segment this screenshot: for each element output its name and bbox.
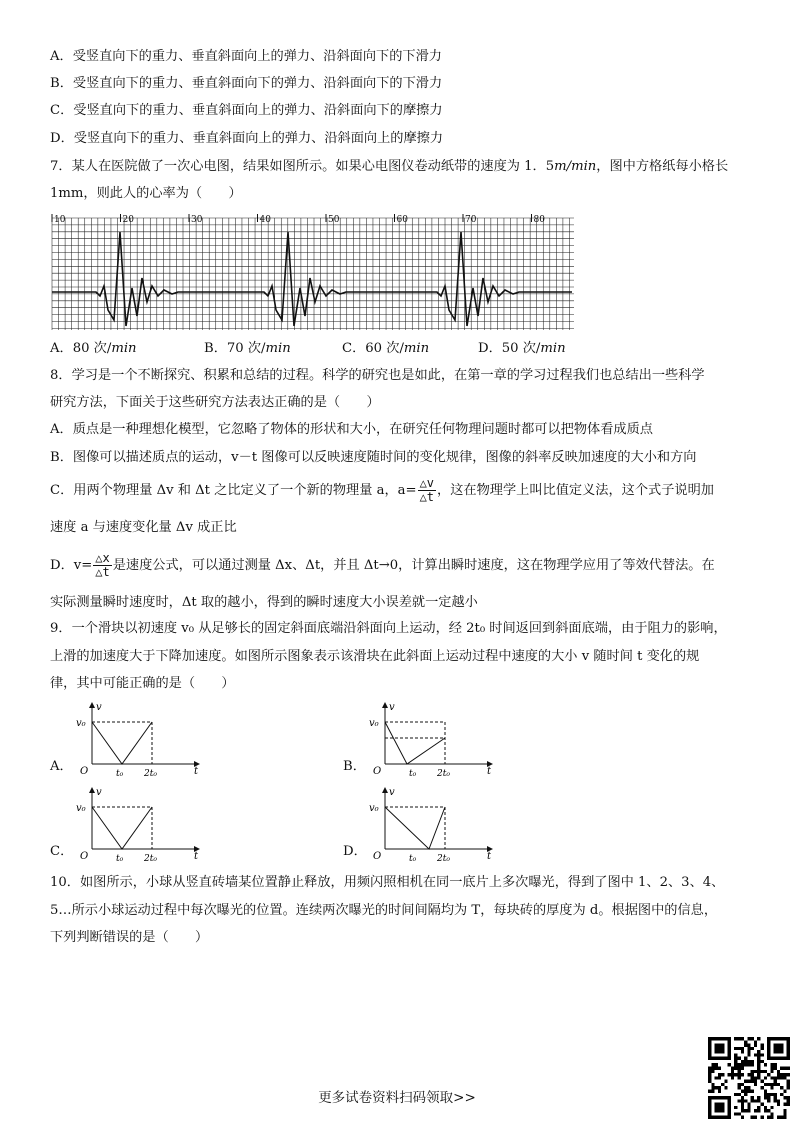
- q8-stem-line1: 8．学习是一个不断探究、积累和总结的过程。科学的研究也是如此，在第一章的学习过程我们也总结出一些科学: [50, 368, 705, 383]
- ecg-scale-label: 10: [54, 215, 66, 225]
- q8-stem-line2: 研究方法，下面关于这些研究方法表达正确的是（ ）: [50, 395, 380, 410]
- t-axis-label: t: [487, 766, 492, 777]
- q10-stem-line3: 下列判断错误的是（ ）: [50, 930, 209, 945]
- q7-option-b: B．70 次/min: [204, 341, 291, 356]
- fraction-dv-dt: $\frac{\triangle v}{\triangle t}$: [419, 476, 435, 504]
- v-axis-label: v: [389, 787, 395, 798]
- q8-option-d-line2: 实际测量瞬时速度时，Δt 取的越小，得到的瞬时速度大小误差就一定越小: [50, 595, 478, 610]
- q8-option-c-line2: 速度 a 与速度变化量 Δv 成正比: [50, 520, 237, 535]
- q9-graph-a: [50, 700, 210, 780]
- q10-stem-line2: 5…所示小球运动过程中每次曝光的位置。连续两次曝光的时间间隔均为 T，每块砖的厚度为 d。根据图中的信息，: [50, 903, 718, 918]
- 2t0-label: 2t₀: [437, 854, 450, 863]
- q6-option-b: B．受竖直向下的重力、垂直斜面向下的弹力、沿斜面向下的下滑力: [50, 76, 443, 91]
- v0-label: v₀: [76, 718, 86, 729]
- 2t0-label: 2t₀: [437, 769, 450, 778]
- v0-label: v₀: [369, 803, 379, 814]
- q9-stem-line3: 律，其中可能正确的是（ ）: [50, 676, 235, 691]
- q7-option-a: A．80 次/min: [50, 341, 137, 356]
- v-axis-label: v: [389, 702, 395, 713]
- ecg-scale-label: 50: [328, 215, 340, 225]
- q8-option-a: A．质点是一种理想化模型，它忽略了物体的形状和大小，在研究任何物理问题时都可以把物体看成质点: [50, 422, 653, 437]
- t-axis-label: t: [194, 766, 199, 777]
- v0-label: v₀: [76, 803, 86, 814]
- t0-label: t₀: [116, 854, 124, 863]
- t-axis-label: t: [487, 851, 492, 862]
- v0-label: v₀: [369, 718, 379, 729]
- q7-stem-line2: 1mm，则此人的心率为（ ）: [50, 186, 242, 201]
- graph-a-letter: A．: [50, 759, 73, 774]
- ecg-chart: [50, 212, 578, 332]
- q6-option-c: C．受竖直向下的重力、垂直斜面向上的弹力、沿斜面向下的摩擦力: [50, 103, 443, 118]
- ecg-scale-label: 20: [122, 215, 134, 225]
- t0-label: t₀: [116, 769, 124, 778]
- v-axis-label: v: [96, 702, 102, 713]
- footer-promo-text: 更多试卷资料扫码领取>>: [318, 1090, 476, 1106]
- q9-graph-b: [343, 700, 503, 780]
- graph-b-letter: B．: [343, 759, 366, 774]
- origin-label: O: [373, 766, 382, 777]
- ecg-scale-label: 80: [533, 215, 545, 225]
- ecg-scale-label: 30: [191, 215, 203, 225]
- graph-c-letter: C．: [50, 844, 74, 859]
- q7-option-c: C．60 次/min: [342, 341, 430, 356]
- q6-option-a: A．受竖直向下的重力、垂直斜面向上的弹力、沿斜面向下的下滑力: [50, 49, 442, 64]
- q8-option-c-line1: C．用两个物理量 Δv 和 Δt 之比定义了一个新的物理量 a，a= $\frac{\triangle v}{\triangle t}$ ，这在物理学上叫比值定义法，这个式子说明加: [50, 476, 714, 504]
- 2t0-label: 2t₀: [144, 854, 157, 863]
- q9-stem-line1: 9．一个滑块以初速度 v₀ 从足够长的固定斜面底端沿斜面向上运动，经 2t₀ 时间返回到斜面底端，由于阻力的影响，: [50, 621, 727, 636]
- q10-stem-line1: 10．如图所示，小球从竖直砖墙某位置静止释放，用频闪照相机在同一底片上多次曝光，得到了图中 1、2、3、4、: [50, 875, 725, 890]
- v-axis-label: v: [96, 787, 102, 798]
- t0-label: t₀: [409, 854, 417, 863]
- ecg-grid: [52, 218, 574, 330]
- q9-stem-line2: 上滑的加速度大于下降加速度。如图所示图象表示该滑块在此斜面上运动过程中速度的大小 v 随时间 t 变化的规: [50, 649, 700, 664]
- t-axis-label: t: [194, 851, 199, 862]
- ecg-scale-label: 60: [396, 215, 408, 225]
- 2t0-label: 2t₀: [144, 769, 157, 778]
- origin-label: O: [373, 851, 382, 862]
- q7-option-d: D．50 次/min: [478, 341, 566, 356]
- ecg-trace: [52, 232, 572, 326]
- qr-code[interactable]: [708, 1037, 790, 1119]
- q8-option-b: B．图像可以描述质点的运动，v－t 图像可以反映速度随时间的变化规律，图像的斜率反映加速度的大小和方向: [50, 450, 697, 465]
- q6-option-d: D．受竖直向下的重力、垂直斜面向上的弹力、沿斜面向上的摩擦力: [50, 131, 444, 146]
- q7-stem-line1: 7．某人在医院做了一次心电图，结果如图所示。如果心电图仪卷动纸带的速度为 1．5m/min，图中方格纸每小格长: [50, 159, 729, 174]
- t0-label: t₀: [409, 769, 417, 778]
- q8-option-d-line1: D．v= $\frac{\triangle x}{\triangle t}$ 是速度公式，可以通过测量 Δx、Δt，并且 Δt→0，计算出瞬时速度，这在物理学应用了等效代替法。在: [50, 551, 715, 579]
- origin-label: O: [80, 766, 89, 777]
- fraction-dx-dt: $\frac{\triangle x}{\triangle t}$: [95, 551, 110, 579]
- q9-graph-c: [50, 785, 210, 865]
- ecg-scale-label: 70: [465, 215, 477, 225]
- ecg-scale-label: 40: [259, 215, 271, 225]
- q9-graph-d: [343, 785, 503, 865]
- origin-label: O: [80, 851, 89, 862]
- ecg-scale-labels: [52, 214, 545, 225]
- graph-d-letter: D．: [343, 844, 367, 859]
